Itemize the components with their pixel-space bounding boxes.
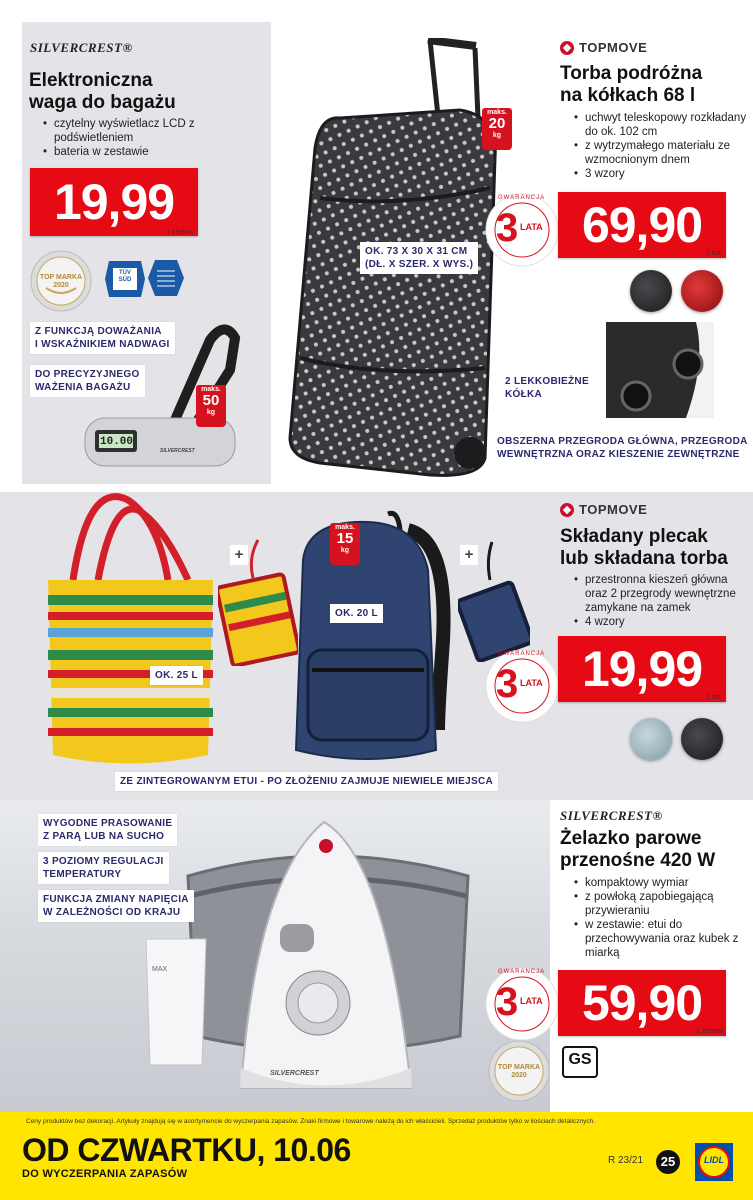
warranty-ring-text: GWARANCJA [498,969,546,975]
footer-date: OD CZWARTKU, 10.06 [22,1132,351,1168]
trolley-title-line1: Torba podróżna [560,63,703,84]
trolley-compartments [492,432,753,464]
weight-unit: kg [492,132,502,139]
callout-line: W ZALEŻNOŚCI OD KRAJU [43,907,181,918]
swatch-red [681,270,723,312]
callout-line: KÓŁKA [505,389,543,400]
trolley-brand [560,40,647,55]
warranty-number: 3 [496,980,519,1024]
brand-name: TOPMOVE [579,40,648,55]
callout-line: WAŻENIA BAGAŻU [35,382,131,393]
swatch-pattern [630,718,672,760]
trolley-unit: 1 szt. [706,250,723,257]
backpack-pouch-image [458,540,530,662]
certificate-badge-icon [147,259,185,297]
scale-brand: SILVERCREST® [30,40,133,55]
callout-line: Z PARĄ LUB NA SUCHO [43,831,165,842]
scale-price: 19,99 [30,168,198,236]
scale-title-line1: Elektroniczna [29,70,153,91]
page-number-badge: 25 [656,1150,680,1174]
feature-item: • z powłoką zapobiegającą przywieraniu [585,890,750,918]
callout-line: OBSZERNA PRZEGRODA GŁÓWNA, PRZEGRODA [497,436,748,447]
swatch-black [630,270,672,312]
lidl-logo [695,1143,733,1181]
backpack-brand [560,502,647,517]
cup-max-label: MAX [152,966,168,973]
iron-features [573,876,750,960]
backpack-image [288,510,456,772]
plus-sign: + [230,545,248,565]
weight-label: maks. [487,109,507,116]
iron-callout-voltage [38,890,194,922]
feature-item: • 4 wzory [585,615,753,629]
iron-unit: 1 zestaw [696,1028,724,1035]
feature-item: • przestronna kieszeń główna oraz 2 przegrody wewnętrzne zamykane na zamek [585,573,753,615]
feature-item: • uchwyt teleskopowy rozkładany do ok. 102 cm [585,111,750,139]
weight-value: 50 [202,392,220,409]
steam-iron-image [236,818,416,1098]
feature-item: • czytelny wyświetlacz LCD z podświetleniem [54,117,244,145]
warranty-word: LATA [520,222,543,232]
backpack-title [560,526,728,570]
backpack-size-label: OK. 20 L [330,604,383,623]
seal-text: TOP MARKA 2020 [39,274,83,289]
feature-item: • kompaktowy wymiar [585,876,750,890]
backpack-bottom-label: ZE ZINTEGROWANYM ETUI - PO ZŁOŻENIU ZAJMUJE NIEWIELE MIEJSCA [115,772,498,791]
trolley-title [560,63,702,107]
warranty-word: LATA [520,678,543,688]
seal-text: TOP MARKA 2020 [497,1064,541,1079]
measuring-cup-image [140,935,212,1070]
iron-brand: SILVERCREST® [560,808,663,823]
iron-title-line2: przenośne 420 W [560,850,716,871]
iron-device-brand: SILVERCREST [270,1070,319,1077]
trolley-features [573,111,750,181]
backpack-max-weight-icon [330,523,360,565]
warranty-ring-text: GWARANCJA [498,651,546,657]
scale-title-line2: waga do bagażu [29,92,176,113]
feature-item: • 3 wzory [585,167,750,181]
scale-display: 10.00 [100,436,134,448]
scale-device-brand: SILVERCREST [160,448,195,454]
backpack-title-line1: Składany plecak [560,526,708,547]
feature-item: • z wytrzymałego materiału ze wzmocnionym dnem [585,139,750,167]
warranty-number: 3 [496,206,519,250]
feature-item: • w zestawie: etui do przechowywania oraz kubek z miarką [585,918,750,960]
brand-name: TOPMOVE [579,502,648,517]
backpack-title-line2: lub składana torba [560,548,728,569]
swatch-black [681,718,723,760]
trolley-title-line2: na kółkach 68 l [560,85,696,106]
weight-label: maks. [201,386,221,393]
weight-value: 15 [336,530,354,547]
warranty-number: 3 [496,662,519,706]
feature-item: • bateria w zestawie [54,145,244,159]
weight-value: 20 [488,115,506,132]
backpack-features [573,573,753,629]
footer-stock: DO WYCZERPANIA ZAPASÓW [22,1168,188,1180]
topmove-logo-icon [560,503,574,517]
callout-line: Z FUNKCJĄ DOWAŻANIA [35,326,162,337]
trolley-wheels [500,372,594,404]
iron-title [560,828,715,872]
callout-line: WEWNĘTRZNA ORAZ KIESZENIE ZEWNĘTRZNE [497,449,740,460]
lidl-logo-text: LIDL [704,1155,724,1165]
backpack-price: 19,99 [558,636,726,702]
plus-sign: + [460,545,478,565]
iron-title-line1: Żelazko parowe [560,828,702,849]
tuv-text: TÜV SÜD [118,270,132,283]
callout-line: I WSKAŹNIKIEM NADWAGI [35,339,170,350]
trolley-dimensions [360,242,478,274]
trolley-max-weight-icon [482,108,512,150]
striped-tote-bag-image [38,480,223,772]
trolley-wheels-image [606,322,714,418]
topmove-logo-icon [560,41,574,55]
callout-line: DO PRECYZYJNEGO [35,369,140,380]
footer-disclaimer: Ceny produktów bez dekoracji. Artykuły znajdują się w asortymencie do wyczerpania zapasów. Znaki firmowe i towarowe należą do ich właścicieli. Sprzedaż produktów tylko w ilościach detalicznych. [26,1118,596,1125]
callout-line: FUNKCJA ZMIANY NAPIĘCIA [43,894,189,905]
weight-unit: kg [206,409,216,416]
callout-line: 3 POZIOMY REGULACJI [43,856,164,867]
callout-line: TEMPERATURY [43,869,122,880]
tote-size-label: OK. 25 L [150,666,203,685]
iron-callout-temperature [38,852,169,884]
iron-price: 59,90 [558,970,726,1036]
scale-features [42,117,244,159]
scale-title [29,70,176,114]
trolley-price: 69,90 [558,192,726,258]
callout-line: (DŁ. X SZER. X WYS.) [365,259,474,270]
scale-unit: 1 zestaw [166,229,194,236]
warranty-ring-text: GWARANCJA [498,195,546,201]
footer-ref: R 23/21 [608,1155,644,1166]
tote-pouch-image [218,538,298,666]
weight-label: maks. [335,524,355,531]
callout-line: WYGODNE PRASOWANIE [43,818,173,829]
scale-max-weight-icon [196,385,226,427]
callout-line: 2 LEKKOBIEŻNE [505,376,589,387]
gs-mark-text: GS [568,1051,592,1068]
callout-line: OK. 73 X 30 X 31 CM [365,246,468,257]
iron-callout-steam [38,814,177,846]
backpack-unit: 1 szt. [706,694,723,701]
weight-unit: kg [340,547,350,554]
warranty-word: LATA [520,996,543,1006]
